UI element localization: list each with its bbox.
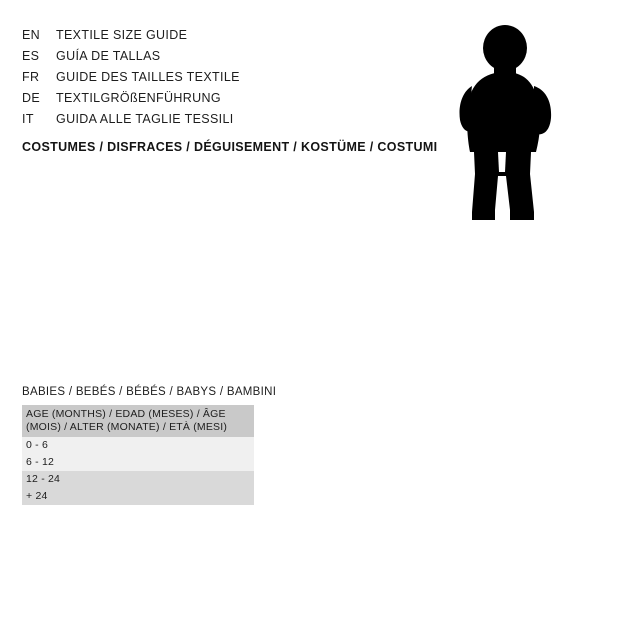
- language-label: GUÍA DE TALLAS: [56, 49, 161, 63]
- language-row-es: [22, 49, 402, 70]
- language-code: DE: [22, 91, 41, 105]
- category-heading: COSTUMES / DISFRACES / DÉGUISEMENT / KOSTÜME / COSTUMI: [22, 140, 438, 154]
- table-header-cell: AGE (MONTHS) / EDAD (MESES) / ÂGE (MOIS) / ALTER (MONATE) / ETÀ (MESI): [22, 405, 254, 437]
- table-cell-age: 6 - 12: [22, 454, 254, 471]
- table-row: [22, 488, 254, 505]
- table-row: [22, 454, 254, 471]
- table-header-row: [22, 405, 254, 437]
- size-table-block: [22, 386, 277, 505]
- language-code: ES: [22, 49, 40, 63]
- language-label: GUIDE DES TAILLES TEXTILE: [56, 70, 240, 84]
- table-cell-age: + 24: [22, 488, 254, 505]
- language-code: IT: [22, 112, 34, 126]
- table-row: [22, 437, 254, 454]
- language-label: TEXTILE SIZE GUIDE: [56, 28, 188, 42]
- table-cell-age: 12 - 24: [22, 471, 254, 488]
- toddler-silhouette-icon: [448, 24, 568, 232]
- language-code: FR: [22, 70, 40, 84]
- table-row: [22, 471, 254, 488]
- language-row-it: [22, 112, 402, 133]
- language-label: GUIDA ALLE TAGLIE TESSILI: [56, 112, 234, 126]
- language-label: TEXTILGRÖßENFÜHRUNG: [56, 91, 221, 105]
- table-cell-age: 0 - 6: [22, 437, 254, 454]
- size-table: [22, 405, 254, 505]
- language-code: EN: [22, 28, 41, 42]
- language-row-fr: [22, 70, 402, 91]
- size-table-title: BABIES / BEBÉS / BÉBÉS / BABYS / BAMBINI: [22, 386, 277, 398]
- language-list: [22, 28, 402, 133]
- language-row-en: [22, 28, 402, 49]
- language-row-de: [22, 91, 402, 112]
